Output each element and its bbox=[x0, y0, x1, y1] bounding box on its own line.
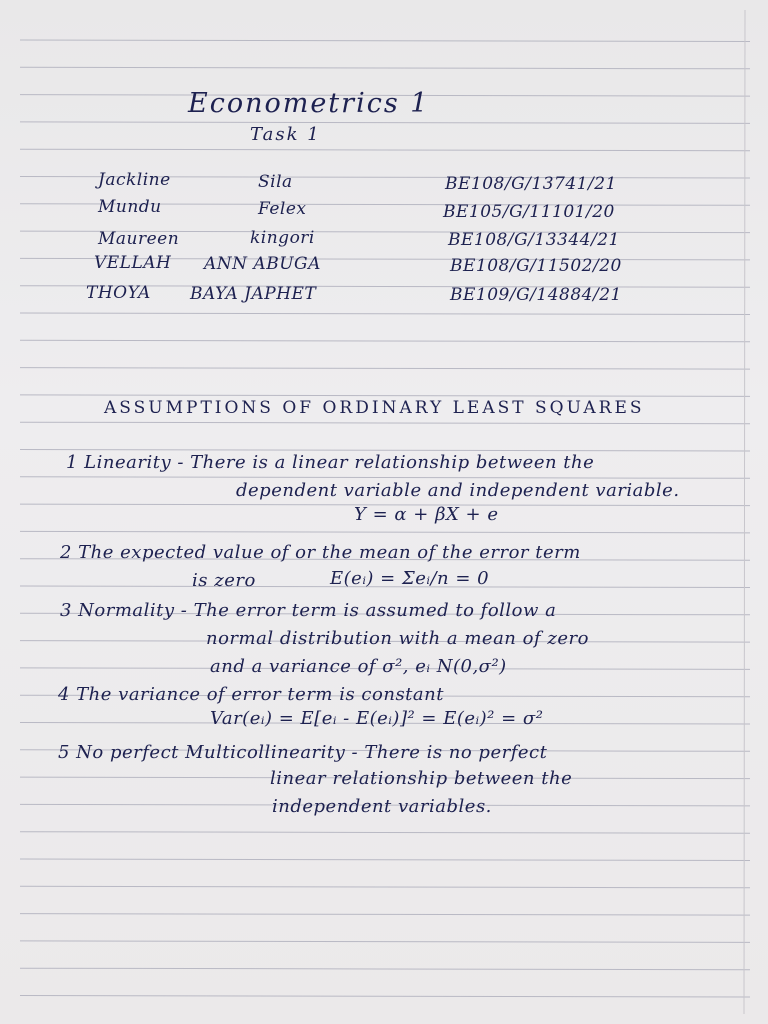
assumption-line: dependent variable and independent variable. bbox=[236, 480, 680, 501]
student-reg-number: BE108/G/13741/21 bbox=[445, 174, 617, 194]
ruled-line bbox=[20, 122, 750, 124]
ruled-line bbox=[20, 395, 750, 397]
student-first-name: VELLAH bbox=[94, 253, 172, 273]
ruled-line bbox=[20, 450, 750, 452]
student-last-name: Sila bbox=[258, 172, 293, 192]
assumption-line: 2 The expected value of or the mean of the error term bbox=[60, 542, 581, 563]
student-reg-number: BE108/G/13344/21 bbox=[448, 230, 620, 250]
ruled-line bbox=[20, 886, 750, 888]
student-last-name: BAYA JAPHET bbox=[190, 284, 317, 304]
ruled-line bbox=[20, 859, 750, 861]
ruled-line bbox=[20, 313, 750, 315]
ruled-line bbox=[20, 67, 750, 69]
assumption-line: 1 Linearity - There is a linear relationship between the bbox=[66, 452, 595, 473]
ruled-line bbox=[20, 149, 750, 151]
student-first-name: Maureen bbox=[98, 229, 180, 249]
ruled-line bbox=[20, 832, 750, 834]
section-heading: ASSUMPTIONS OF ORDINARY LEAST SQUARES bbox=[104, 398, 645, 418]
assumption-line: 5 No perfect Multicollinearity - There is no perfect bbox=[58, 742, 548, 763]
ruled-line bbox=[20, 477, 750, 479]
margin-line bbox=[744, 10, 745, 1014]
assumption-line: and a variance of σ², eᵢ N(0,σ²) bbox=[210, 656, 507, 677]
student-last-name: ANN ABUGA bbox=[204, 254, 321, 274]
student-first-name: Mundu bbox=[98, 197, 162, 217]
student-reg-number: BE108/G/11502/20 bbox=[450, 256, 622, 276]
ruled-line bbox=[20, 531, 750, 533]
ruled-line bbox=[20, 368, 750, 370]
student-reg-number: BE105/G/11101/20 bbox=[443, 202, 615, 222]
student-reg-number: BE109/G/14884/21 bbox=[450, 285, 622, 305]
student-first-name: Jackline bbox=[98, 170, 171, 190]
assumption-line: 4 The variance of error term is constant bbox=[58, 684, 444, 705]
ruled-line bbox=[20, 914, 750, 916]
assumption-line: is zero bbox=[192, 570, 256, 591]
ruled-line bbox=[20, 941, 750, 943]
formula-linearity: Y = α + βX + e bbox=[354, 504, 499, 525]
ruled-line bbox=[20, 968, 750, 970]
formula-variance: Var(eᵢ) = E[eᵢ - E(eᵢ)]² = E(eᵢ)² = σ² bbox=[210, 708, 544, 729]
ruled-line bbox=[20, 996, 750, 998]
assumption-line: independent variables. bbox=[272, 796, 492, 817]
student-first-name: THOYA bbox=[86, 283, 151, 303]
page-title: Econometrics 1 bbox=[188, 88, 430, 119]
formula-expected-value: E(eᵢ) = Σeᵢ/n = 0 bbox=[330, 568, 490, 589]
student-last-name: kingori bbox=[250, 228, 315, 248]
assumption-line: linear relationship between the bbox=[270, 768, 573, 789]
ruled-line bbox=[20, 422, 750, 424]
ruled-line bbox=[20, 340, 750, 342]
page-subtitle: Task 1 bbox=[250, 124, 321, 145]
student-last-name: Felex bbox=[258, 199, 307, 219]
assumption-line: normal distribution with a mean of zero bbox=[206, 628, 589, 649]
assumption-line: 3 Normality - The error term is assumed to follow a bbox=[60, 600, 557, 621]
ruled-line bbox=[20, 40, 750, 42]
